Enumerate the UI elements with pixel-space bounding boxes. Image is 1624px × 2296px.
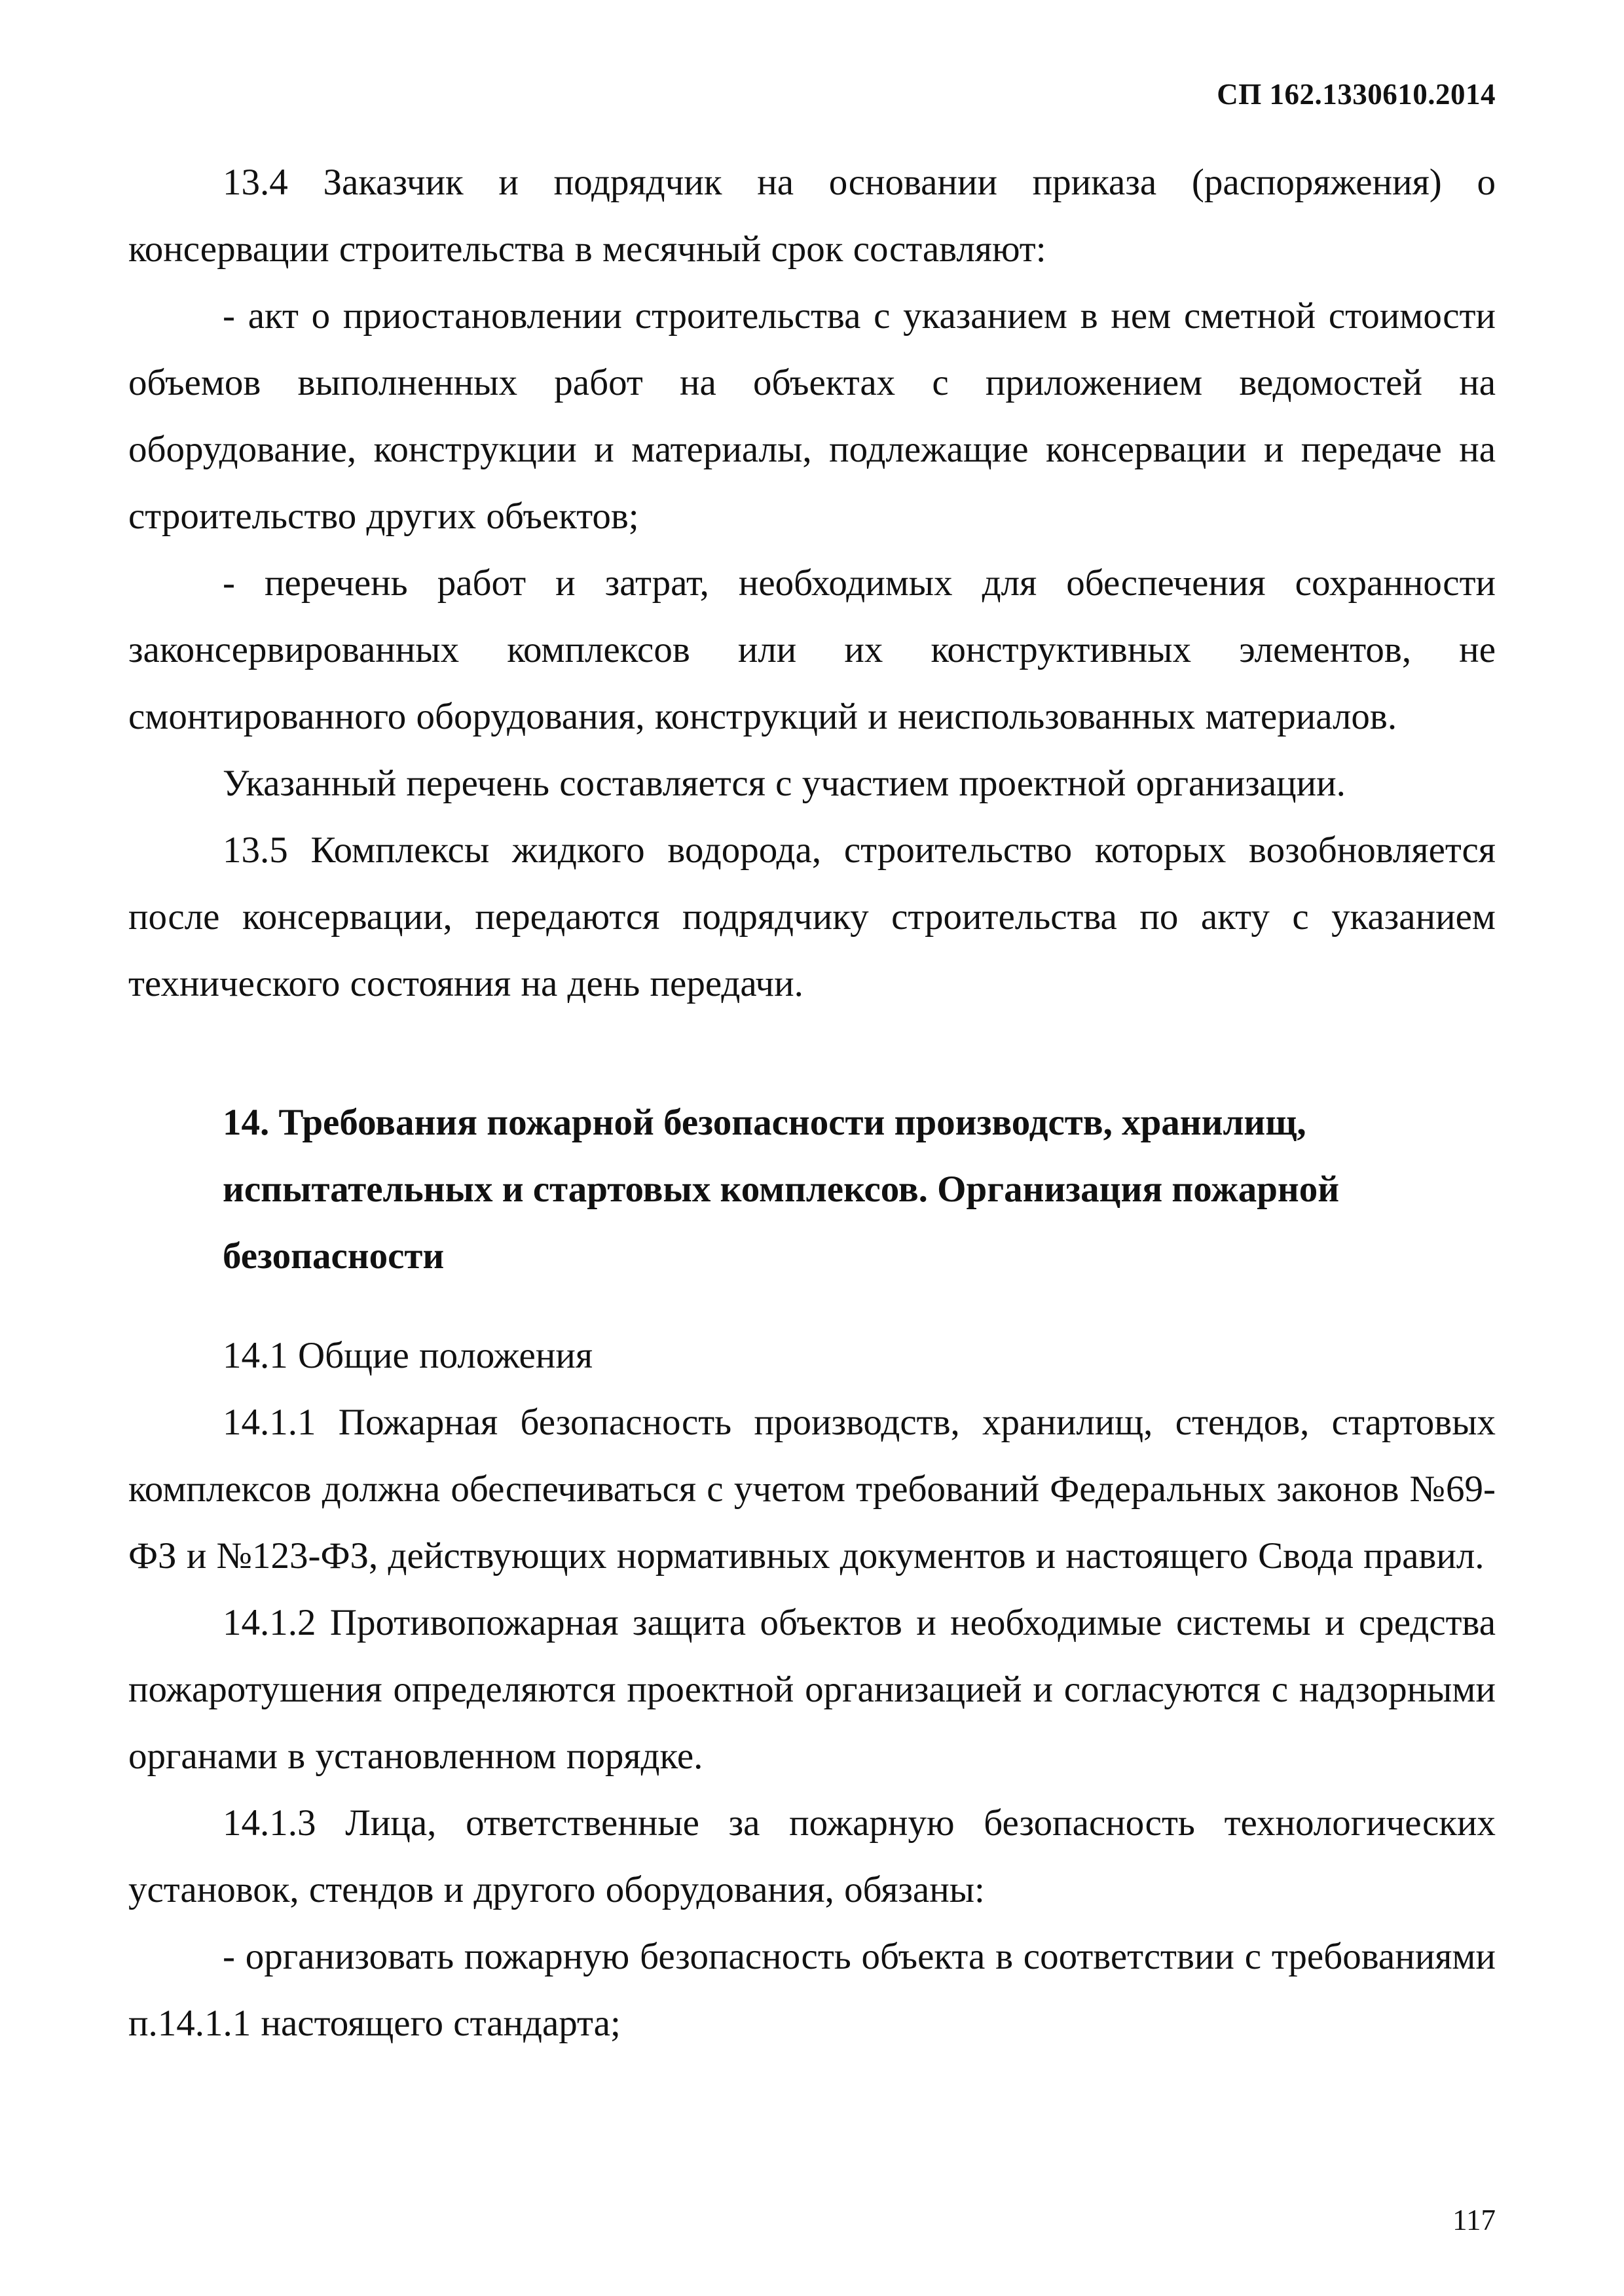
- subheading-14-1: 14.1 Общие положения: [223, 1335, 593, 1376]
- document-code: СП 162.1330610.2014: [1217, 78, 1496, 111]
- page-number: 117: [1452, 2204, 1496, 2236]
- paragraph-14-1-1: 14.1.1 Пожарная безопасность производств, хранилищ, стендов, стартовых комплексов должна обеспечиваться с учетом требований Федеральных законов №69-ФЗ и №123-ФЗ, действующих нормативных документов и настоящего Свода правил.: [128, 1402, 1496, 1576]
- paragraph-list-note: Указанный перечень составляется с участием проектной организации.: [223, 763, 1346, 804]
- list-item-act: - акт о приостановлении строительства с указанием в нем сметной стоимости объемов выполненных работ на объектах с приложением ведомостей на оборудование, конструкции и материалы, подлежащие консервации и передаче на строительство других объектов;: [128, 295, 1496, 537]
- paragraph-13-5: 13.5 Комплексы жидкого водорода, строительство которых возобновляется после консервации, передаются подрядчику строительства по акту с указанием технического состояния на день передачи.: [128, 829, 1496, 1004]
- section-heading-14: 14. Требования пожарной безопасности производств, хранилищ, испытательных и стартовых комплексов. Организация пожарной безопасности: [223, 1102, 1340, 1277]
- paragraph-13-4: 13.4 Заказчик и подрядчик на основании приказа (распоряжения) о консервации строительства в месячный срок составляют:: [128, 162, 1496, 270]
- list-item-organize-safety: - организовать пожарную безопасность объекта в соответствии с требованиями п.14.1.1 настоящего стандарта;: [128, 1936, 1496, 2044]
- paragraph-14-1-2: 14.1.2 Противопожарная защита объектов и необходимые системы и средства пожаротушения определяются проектной организацией и согласуются с надзорными органами в установленном порядке.: [128, 1602, 1496, 1777]
- page-body: [128, 149, 1496, 2057]
- list-item-works-list: - перечень работ и затрат, необходимых для обеспечения сохранности законсервированных комплексов или их конструктивных элементов, не смонтированного оборудования, конструкций и неиспользованных материалов.: [128, 562, 1496, 737]
- paragraph-14-1-3: 14.1.3 Лица, ответственные за пожарную безопасность технологических установок, стендов и другого оборудования, обязаны:: [128, 1802, 1496, 1910]
